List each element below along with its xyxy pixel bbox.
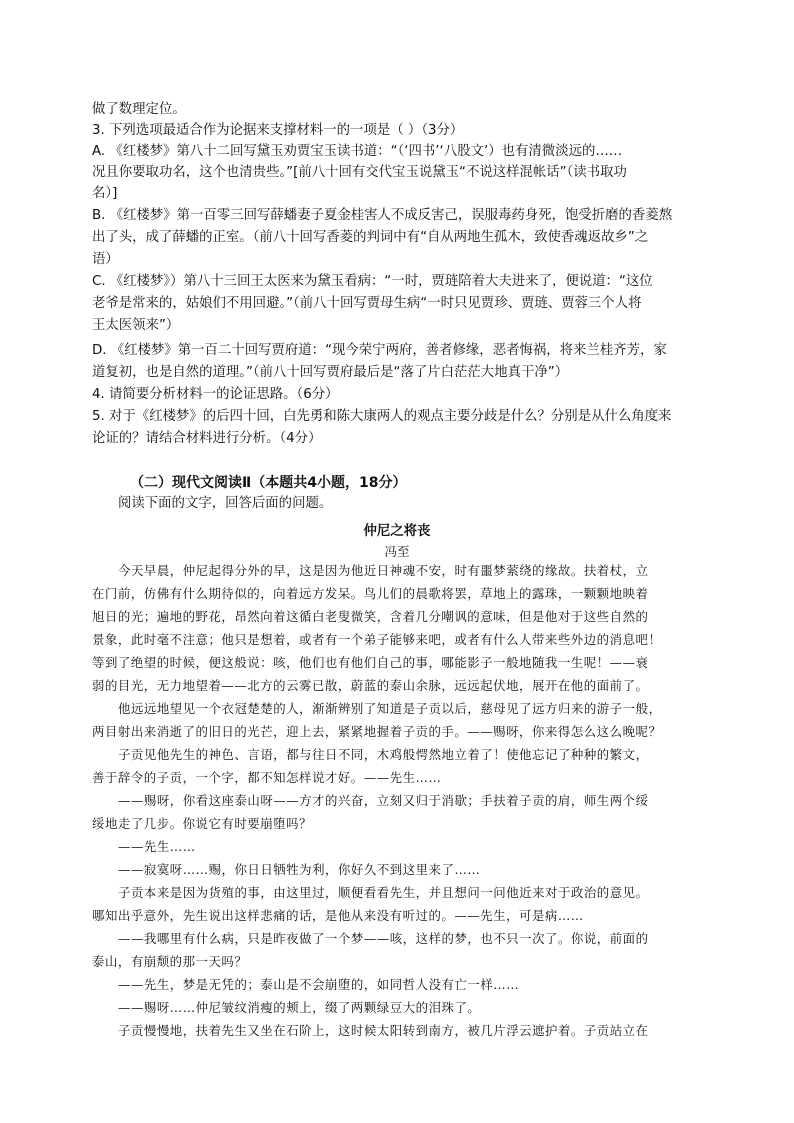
article-paragraph-line: 哪知出乎意外，先生说出这样悲痛的话，是他从来没有听过的。——先生，可是病…… [92, 908, 584, 923]
question-5-line: 5. 对于《红楼梦》的后四十回，白先勇和陈大康两人的观点主要分歧是什么？分别是从什么角度来 [92, 409, 672, 424]
question-5-line: 论证的？请结合材料进行分析。（4分） [92, 431, 322, 446]
article-paragraph-line: 弱的目光，无力地望着——北方的云雾已散，蔚蓝的泰山余脉，远远起伏地，展开在他的面前了。 [92, 678, 649, 693]
section-heading: （二）现代文阅读Ⅱ（本题共4小题，18分） [130, 475, 407, 491]
article-paragraph-line: 子贡本来是因为货殖的事，由这里过，顺便看看先生，并且想问一问他近来对于政治的意见。 [118, 885, 649, 900]
article-paragraph-line: ——寂寞呀……赐，你日日牺牲为利，你好久不到这里来了…… [118, 862, 481, 877]
article-paragraph-line: 景象，此时毫不注意；他只是想着，或者有一个弟子能够来吧，或者有什么人带来些外边的消息吧！ [92, 632, 662, 647]
article-paragraph-line: 泰山，有崩颓的那一天吗？ [92, 954, 248, 969]
article-paragraph-line: 等到了绝望的时候，便这般说：咳，他们也有他们自己的事，哪能影子一般地随我一生呢！——衰 [92, 655, 649, 670]
article-paragraph-line: ——我哪里有什么病，只是昨夜做了一个梦——咳，这样的梦，也不只一次了。你说，前面的 [118, 931, 649, 946]
article-title: 仲尼之将丧 [363, 523, 431, 539]
question-4: 4. 请简要分析材料一的论证思路。（6分） [92, 387, 339, 402]
article-paragraph-line: 两目射出来消逝了的旧日的光芒，迎上去，紧紧地握着子贡的手。——赐呀，你来得怎么这么晚呢？ [92, 724, 662, 739]
article-paragraph-line: 今天早晨，仲尼起得分外的早，这是因为他近日神魂不安，时有噩梦萦绕的缘故。扶着杖，立 [118, 563, 649, 578]
option-a-line: A. 《红楼梦》第八十二回写黛玉劝贾宝玉读书道：“（‘四书’‘八股文’）也有清微淡远的…… [92, 144, 623, 159]
option-b-line: B. 《红楼梦》第一百零三回写薛蟠妻子夏金桂害人不成反害己，误服毒药身死，饱受折磨的香菱熬 [92, 208, 673, 223]
option-a-line: 况且你要取功名，这个也清贵些。”[前八十回有交代宝玉说黛玉“不说这样混帐话”（读书取功 [92, 165, 627, 180]
option-b-line: 语） [92, 252, 119, 267]
article-paragraph-line: 绥地走了几步。你说它有时要崩堕吗？ [92, 816, 312, 831]
article-paragraph-line: 子贡见他先生的神色、言语，都与往日不同，木鸡般愕然地立着了！使他忘记了种种的繁文， [118, 747, 649, 762]
option-c-line: C. 《红楼梦》）第八十三回王太医来为黛玉看病：“一时，贾琏陪着大夫进来了，便说道：“这位 [92, 274, 653, 289]
article-author: 冯至 [384, 544, 410, 559]
article-paragraph-line: 子贡慢慢地，扶着先生又坐在石阶上，这时候太阳转到南方，被几片浮云遮护着。子贡站立在 [118, 1023, 649, 1038]
option-c-line: 老爷是常来的，姑娘们不用回避。”（前八十回写贾母生病“一时只见贾珍、贾琏、贾蓉三个人将 [92, 296, 642, 311]
article-paragraph-line: ——赐呀……仲尼皱纹消瘦的颊上，缀了两颗绿豆大的泪珠了。 [118, 1000, 481, 1015]
option-a-line: 名）] [92, 186, 118, 201]
article-paragraph-line: 旭日的光；遍地的野花，昂然向着这循白老叟微笑，含着几分嘲讽的意味，但是他对于这些自然的 [92, 609, 649, 624]
article-paragraph-line: ——先生，梦是无凭的；泰山是不会崩堕的，如同哲人没有亡一样…… [118, 977, 520, 992]
section-instruction: 阅读下面的文字，回答后面的问题。 [118, 496, 333, 511]
article-paragraph-line: 在门前，仿佛有什么期待似的，向着远方发呆。鸟儿们的晨歌将罢，草地上的露珠，一颗颗地映着 [92, 586, 649, 601]
article-paragraph-line: ——赐呀，你看这座泰山呀——方才的兴奋，立刻又归于消歇；手扶着子贡的肩，师生两个绥 [118, 793, 649, 808]
option-d-line: D. 《红楼梦》第一百二十回写贾府道：“现今荣宁两府，善者修缘，恶者悔祸，将来兰桂齐芳，家 [92, 343, 667, 358]
option-b-line: 出了头，成了薛蟠的正室。（前八十回写香菱的判词中有“自从两地生孤木，致使香魂返故乡”之 [92, 230, 649, 245]
option-c-line: 王太医领来”） [92, 318, 180, 333]
question-text-line: 做了数理定位。 [92, 102, 186, 117]
option-d-line: 道复初，也是自然的道理。”（前八十回写贾府最后是“落了片白茫茫大地真干净”） [92, 365, 569, 380]
article-paragraph-line: ——先生…… [118, 839, 196, 854]
article-paragraph-line: 善于辞令的子贡，一个字，都不知怎样说才好。——先生…… [92, 770, 442, 785]
article-paragraph-line: 他远远地望见一个衣冠楚楚的人，渐渐辨别了知道是子贡以后，慈母见了远方归来的游子一般， [118, 701, 662, 716]
question-3-stem: 3. 下列选项最适合作为论据来支撑材料一的一项是（ ）（3分） [92, 123, 464, 138]
